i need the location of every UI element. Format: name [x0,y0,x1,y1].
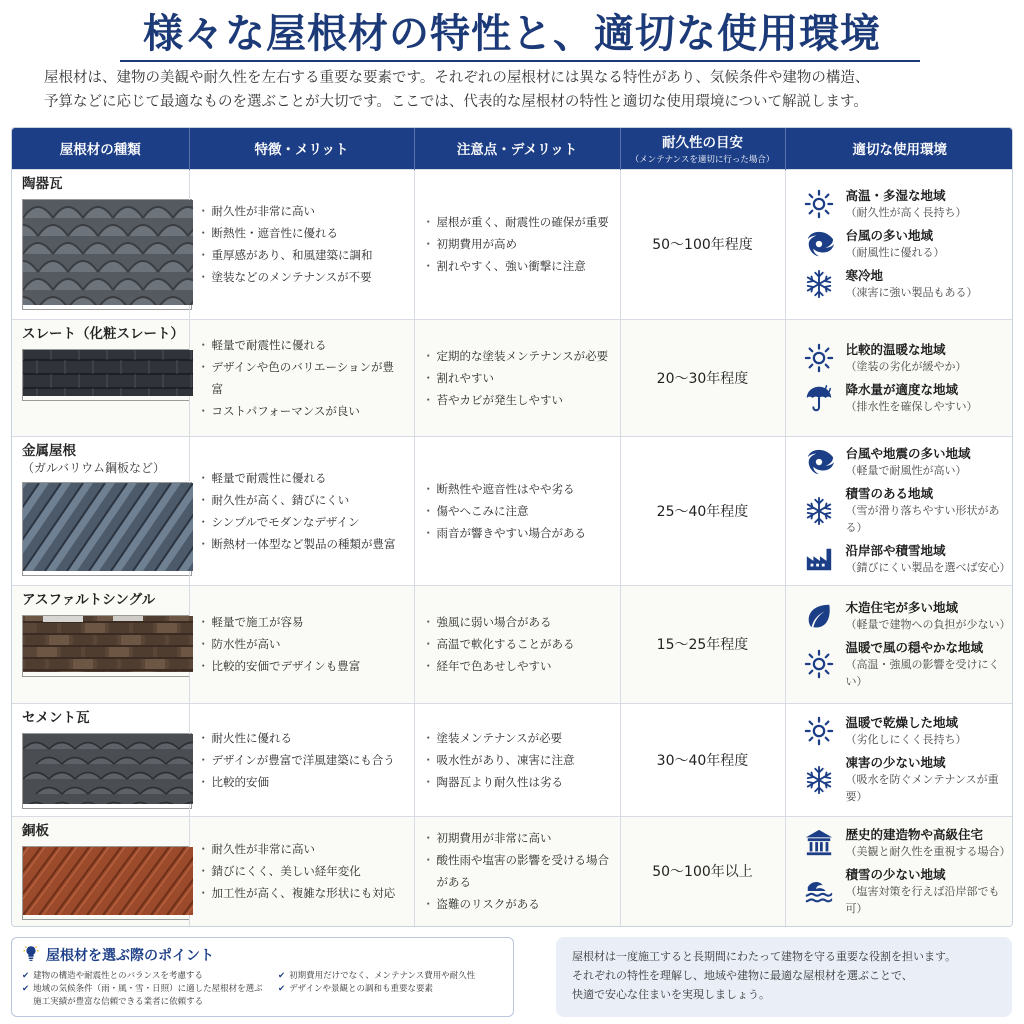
durability-cell [620,319,785,436]
environment-title: 積雪のある地域 [845,486,934,501]
demerit-item: ・ 吸水性があり、凍害に注意 [429,749,610,771]
demerit-item: ・ 断熱性や遮音性はやや劣る [429,478,610,500]
snowflake-icon [804,765,834,795]
durability-value: 15〜25年程度 [656,637,749,653]
environment-item [804,826,1009,860]
table-row [12,169,1013,319]
header-durability-sub: （メンテナンスを適切に行った場合） [630,155,775,166]
environment-cell [785,169,1013,319]
durability-cell [620,585,785,703]
merits-cell [189,436,414,585]
merit-item: ・ 軽量で耐震性に優れる [204,334,404,356]
environment-item [804,267,1009,301]
merit-item: ・ 塗装などのメンテナンスが不要 [204,266,404,288]
environment-note: （美観と耐久性を重視する場合） [845,844,1011,858]
material-cell [12,585,189,703]
merit-item: ・ 耐久性が高く、錆びにくい [204,489,404,511]
environment-note: （塩害対策を行えば沿岸部でも可） [845,884,1000,915]
environment-note: （錆びにくい製品を選べば安心） [845,561,1011,574]
environment-title: 凍害の少ない地域 [845,755,946,770]
demerit-item: ・ 酸性雨や塩害の影響を受ける場合がある [429,849,610,893]
tips-box [11,937,514,1017]
material-cell [12,169,189,319]
environment-item [804,639,1009,690]
header-durability-label: 耐久性の目安 [662,135,743,152]
merit-item: ・ 防水性が高い [204,633,404,655]
demerit-item: ・ 高温で軟化することがある [429,633,610,655]
environment-title: 温暖で乾燥した地域 [845,715,959,730]
environment-note: （吸水を防ぐメンテナンスが重要） [845,773,999,803]
material-photo [22,482,192,576]
environment-title: 温暖で風の穏やかな地域 [845,639,984,655]
snowflake-icon [804,496,834,526]
demerit-item: ・ 定期的な塗装メンテナンスが必要 [429,345,610,367]
environment-item [804,381,1009,415]
merits-cell [189,169,414,319]
environment-item [804,714,1009,748]
typhoon-icon [804,229,834,259]
summary-line: 快適で安心な住まいを実現しましょう。 [572,988,770,1001]
demerit-item: ・ 初期費用が高め [429,233,610,255]
table-row [12,816,1013,926]
environment-cell [785,816,1013,926]
environment-item [804,187,1009,221]
merit-item: ・ シンプルでモダンなデザイン [204,511,404,533]
demerits-cell [414,436,620,585]
merits-cell [189,585,414,703]
demerits-cell [414,585,620,703]
tip-item: ✔ 建物の構造や耐震性とのバランスを考慮する [22,971,203,981]
environment-title: 沿岸部や積雪地域 [845,543,946,558]
environment-title: 台風の多い地域 [845,228,934,243]
material-subname: （ガルバリウム鋼板など） [22,460,166,475]
durability-cell [620,816,785,926]
summary-line: 屋根材は一度施工すると長期間にわたって建物を守る重要な役割を担います。 [572,950,957,963]
title-underline [120,60,920,62]
environment-note: （劣化しにくく長持ち） [845,733,967,746]
environment-item [804,866,1009,917]
tip-item: ✔ 初期費用だけでなく、メンテナンス費用や耐久性 [278,971,476,981]
durability-value: 50〜100年以上 [652,864,753,881]
intro-line: 屋根材は、建物の美観や耐久性を左右する重要な要素です。それぞれの屋根材には異なる特性があり、気候条件や建物の構造、 [44,70,870,86]
umbrella-icon [804,383,834,413]
environment-note: （耐風性に優れる） [845,246,945,259]
environment-item [804,485,1009,536]
environment-cell [785,319,1013,436]
durability-cell [620,169,785,319]
lightbulb-icon [22,944,40,966]
header-env: 適切な使用環境 [785,128,1013,169]
environment-note: （軽量で耐風性が高い） [845,464,967,477]
merit-item: ・ コストパフォーマンスが良い [204,400,404,422]
material-name: セメント瓦 [22,709,90,726]
environment-title: 降水量が適度な地域 [845,381,959,397]
header-durability [620,128,785,169]
material-name: 銅板 [22,822,49,839]
environment-title: 台風や地震の多い地域 [845,446,971,461]
durability-cell [620,703,785,816]
material-name: 陶器瓦 [22,175,63,192]
sun-icon [804,189,834,219]
intro-text [44,66,994,114]
material-name: アスファルトシングル [22,591,156,608]
environment-title: 比較的温暖な地域 [845,341,946,357]
environment-title: 寒冷地 [845,268,884,283]
demerit-item: ・ 屋根が重く、耐震性の確保が重要 [429,211,610,233]
environment-cell [785,436,1013,585]
table-row [12,319,1013,436]
tips-title: 屋根材を選ぶ際のポイント [46,948,214,964]
merits-cell [189,816,414,926]
leaf-icon [804,601,834,631]
typhoon-icon [804,447,834,477]
environment-item [804,599,1009,633]
environment-note: （高温・強風の影響を受けにくい） [845,657,1000,688]
environment-note: （排水性を確保しやすい） [845,399,978,413]
merit-item: ・ 加工性が高く、複雑な形状にも対応 [204,882,404,904]
material-photo [22,199,192,310]
merit-item: ・ 耐火性に優れる [204,727,404,749]
table-header-row [12,128,1013,169]
merit-item: ・ 断熱材一体型など製品の種類が豊富 [204,533,404,555]
environment-note: （雪が滑り落ちやすい形状がある） [845,504,1000,534]
table-row [12,436,1013,585]
wave-icon [804,876,834,906]
environment-note: （耐久性が高く長持ち） [845,206,967,219]
merit-item: ・ 耐久性が非常に高い [204,838,404,860]
material-name: スレート（化粧スレート） [22,325,184,342]
demerit-item: ・ 割れやすい [429,367,610,389]
environment-note: （塗装の劣化が緩やか） [845,359,967,373]
factory-icon [804,544,834,574]
sun-icon [804,716,834,746]
environment-cell [785,585,1013,703]
tip-item: ✔ デザインや景観との調和も重要な要素 [278,984,434,994]
merit-item: ・ デザインが豊富で洋風建築にも合う [204,749,404,771]
merit-item: ・ 軽量で耐震性に優れる [204,467,404,489]
sun-icon [804,649,834,679]
merit-item: ・ デザインや色のバリエーションが豊富 [204,356,404,400]
demerit-item: ・ 陶器瓦より耐久性は劣る [429,771,610,793]
demerit-item: ・ 塗装メンテナンスが必要 [429,727,610,749]
durability-value: 25〜40年程度 [656,503,749,520]
material-cell [12,703,189,816]
demerits-cell [414,169,620,319]
tip-item: ✔ 地域の気候条件（雨・風・雪・日照）に適した屋根材を選ぶ [22,984,263,994]
demerit-item: ・ 傷やへこみに注意 [429,500,610,522]
demerit-item: ・ 初期費用が非常に高い [429,827,610,849]
demerit-item: ・ 割れやすく、強い衝撃に注意 [429,255,610,277]
merit-item: ・ 比較的安価 [204,771,404,793]
material-photo [22,733,192,809]
header-demerits: 注意点・デメリット [414,128,620,169]
tip-item: 施工実績が豊富な信頼できる業者に依頼する [33,997,204,1007]
demerit-item: ・ 強風に弱い場合がある [429,611,610,633]
environment-note: （凍害に強い製品もある） [845,286,978,299]
environment-title: 積雪の少ない地域 [845,866,946,882]
environment-item [804,754,1009,805]
demerits-cell [414,319,620,436]
merit-item: ・ 重厚感があり、和風建築に調和 [204,244,404,266]
environment-title: 歴史的建造物や高級住宅 [845,826,984,842]
material-cell [12,319,189,436]
durability-cell [620,436,785,585]
page-title: 様々な屋根材の特性と、適切な使用環境 [143,10,881,57]
roof-material-table [11,127,1013,927]
environment-cell [785,703,1013,816]
material-photo [22,846,192,920]
merit-item: ・ 比較的安価でデザインも豊富 [204,655,404,677]
demerit-item: ・ 苔やカビが発生しやすい [429,389,610,411]
demerits-cell [414,816,620,926]
temple-icon [804,828,834,858]
table-row [12,703,1013,816]
merit-item: ・ 軽量で施工が容易 [204,611,404,633]
merits-cell [189,319,414,436]
material-photo [22,349,192,401]
environment-title: 高温・多湿な地域 [845,188,946,203]
header-merits: 特徴・メリット [189,128,414,169]
summary-box [556,937,1012,1017]
merit-item: ・ 耐久性が非常に高い [204,200,404,222]
durability-value: 20〜30年程度 [656,370,749,387]
intro-line: 予算などに応じて最適なものを選ぶことが大切です。ここでは、代表的な屋根材の特性と適切な使用環境について解説します。 [44,94,868,110]
sun-icon [804,343,834,373]
environment-item [804,341,1009,375]
environment-item [804,445,1009,479]
merit-item: ・ 錆びにくく、美しい経年変化 [204,860,404,882]
merits-cell [189,703,414,816]
demerit-item: ・ 盗難のリスクがある [429,893,610,915]
material-cell [12,816,189,926]
material-name: 金属屋根 [22,442,76,459]
demerits-cell [414,703,620,816]
material-photo [22,615,192,677]
material-cell [12,436,189,585]
demerit-item: ・ 雨音が響きやすい場合がある [429,522,610,544]
table-row [12,585,1013,703]
environment-item [804,227,1009,261]
durability-value: 30〜40年程度 [656,752,749,769]
summary-line: それぞれの特性を理解し、地域や建物に最適な屋根材を選ぶことで、 [572,969,913,982]
snowflake-icon [804,269,834,299]
environment-note: （軽量で建物への負担が少ない） [845,617,1011,631]
demerit-item: ・ 経年で色あせしやすい [429,655,610,677]
environment-item [804,542,1009,576]
environment-title: 木造住宅が多い地域 [845,599,959,615]
durability-value: 50〜100年程度 [652,237,753,253]
merit-item: ・ 断熱性・遮音性に優れる [204,222,404,244]
header-type: 屋根材の種類 [12,128,189,169]
